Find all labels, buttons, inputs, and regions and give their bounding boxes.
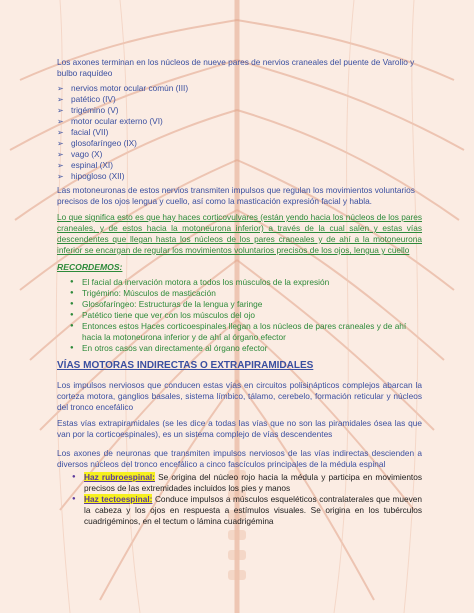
recordemos-list xyxy=(68,277,422,354)
fasciculos-list xyxy=(70,472,422,527)
list-item: ● Patético tiene que ver con los músculos del ojo xyxy=(68,310,422,321)
list-item: ● Entonces estos Haces corticoespinales llegan a los núcleos de pares craneales y de ahí hacia la motoneurona inferior y de ahí al órgano efector xyxy=(68,321,422,343)
intro-paragraph: Los axones terminan en los núcleos de nueve pares de nervios craneales del puente de Varolio y bulbo raquídeo xyxy=(57,57,415,78)
axones-neuronas-paragraph: Los axones de neuronas que transmiten impulsos nerviosos de las vías indirectas descienden a diversos núcleos del tronco encefálico a cinco fascículos principales de la médula espinal xyxy=(57,448,422,469)
list-item xyxy=(70,494,422,527)
section-title: VÍAS MOTORAS INDIRECTAS O EXTRAPIRAMIDALES xyxy=(57,360,314,371)
list-item: ➢ espinal (XI) xyxy=(57,160,422,171)
fasciculo-name: Haz rubroespinal: xyxy=(84,472,155,482)
list-item: ➢ vago (X) xyxy=(57,149,422,160)
list-item xyxy=(70,472,422,494)
nerves-list xyxy=(57,83,422,182)
significa-paragraph: Lo que significa esto es que hay haces corticovulvares (están yendo hacia los núcleos de los pares craneales, y de estos hacia la motoneurona inferior) a través de la cual salen y estas vías descendentes que llegan hasta los núcleos de los pares craneales y de ahí a la motoneurona inferior se encargan de regular los movimientos voluntarios precisos de los ojos, lengua y cuello xyxy=(57,212,422,255)
impulsos-paragraph: Los impulsos nerviosos que conducen estas vías en circuitos polisinápticos complejos abarcan la corteza motora, ganglios basales, sistema límbico, tálamo, cerebelo, formación reticular y núcleos del tronco encefálico xyxy=(57,380,422,412)
extrapiramidales-paragraph: Estas vías extrapiramidales (se les dice a todas las vías que no son las piramidales ósea las que van por la corticoespinales), es un sistema complejo de vías descendentes xyxy=(57,418,422,439)
list-item: ➢ trigémino (V) xyxy=(57,105,422,116)
fasciculo-name: Haz tectoespinal: xyxy=(84,494,153,504)
fasciculo-text: Se origina del núcleo rojo hacia la médula y participa en movimientos precisos de las extremidades incluidos los pies y manos xyxy=(84,472,423,493)
recordemos-heading: RECORDEMOS: xyxy=(57,262,123,272)
list-item: ➢ facial (VII) xyxy=(57,127,422,138)
list-item: ➢ nervios motor ocular común (III) xyxy=(57,83,422,94)
motoneuronas-paragraph: Las motoneuronas de estos nervios transmiten impulsos que regulan los movimientos voluntarios precisos de los ojos lengua y cuello, así como la masticación expresión facial y habla. xyxy=(57,185,415,206)
list-item: ➢ glosofaríngeo (IX) xyxy=(57,138,422,149)
list-item: ● El facial da inervación motora a todos los músculos de la expresión xyxy=(68,277,422,288)
fasciculo-text: Conduce impulsos a músculos esqueléticos contralaterales que mueven la cabeza y los ojos en respuesta a estímulos visuales. Se origina en los tubérculos cuadrigéminos, en el tectum o lámina cuadrigémina xyxy=(84,494,422,526)
list-item: ● En otros casos van directamente al órgano efector xyxy=(68,343,422,354)
list-item: ➢ hipogloso (XII) xyxy=(57,171,422,182)
list-item: ➢ motor ocular externo (VI) xyxy=(57,116,422,127)
list-item: ● Trigémino: Músculos de masticación xyxy=(68,288,422,299)
list-item: ➢ patético (IV) xyxy=(57,94,422,105)
list-item: ● Glosofaríngeo: Estructuras de la lengua y faringe xyxy=(68,299,422,310)
